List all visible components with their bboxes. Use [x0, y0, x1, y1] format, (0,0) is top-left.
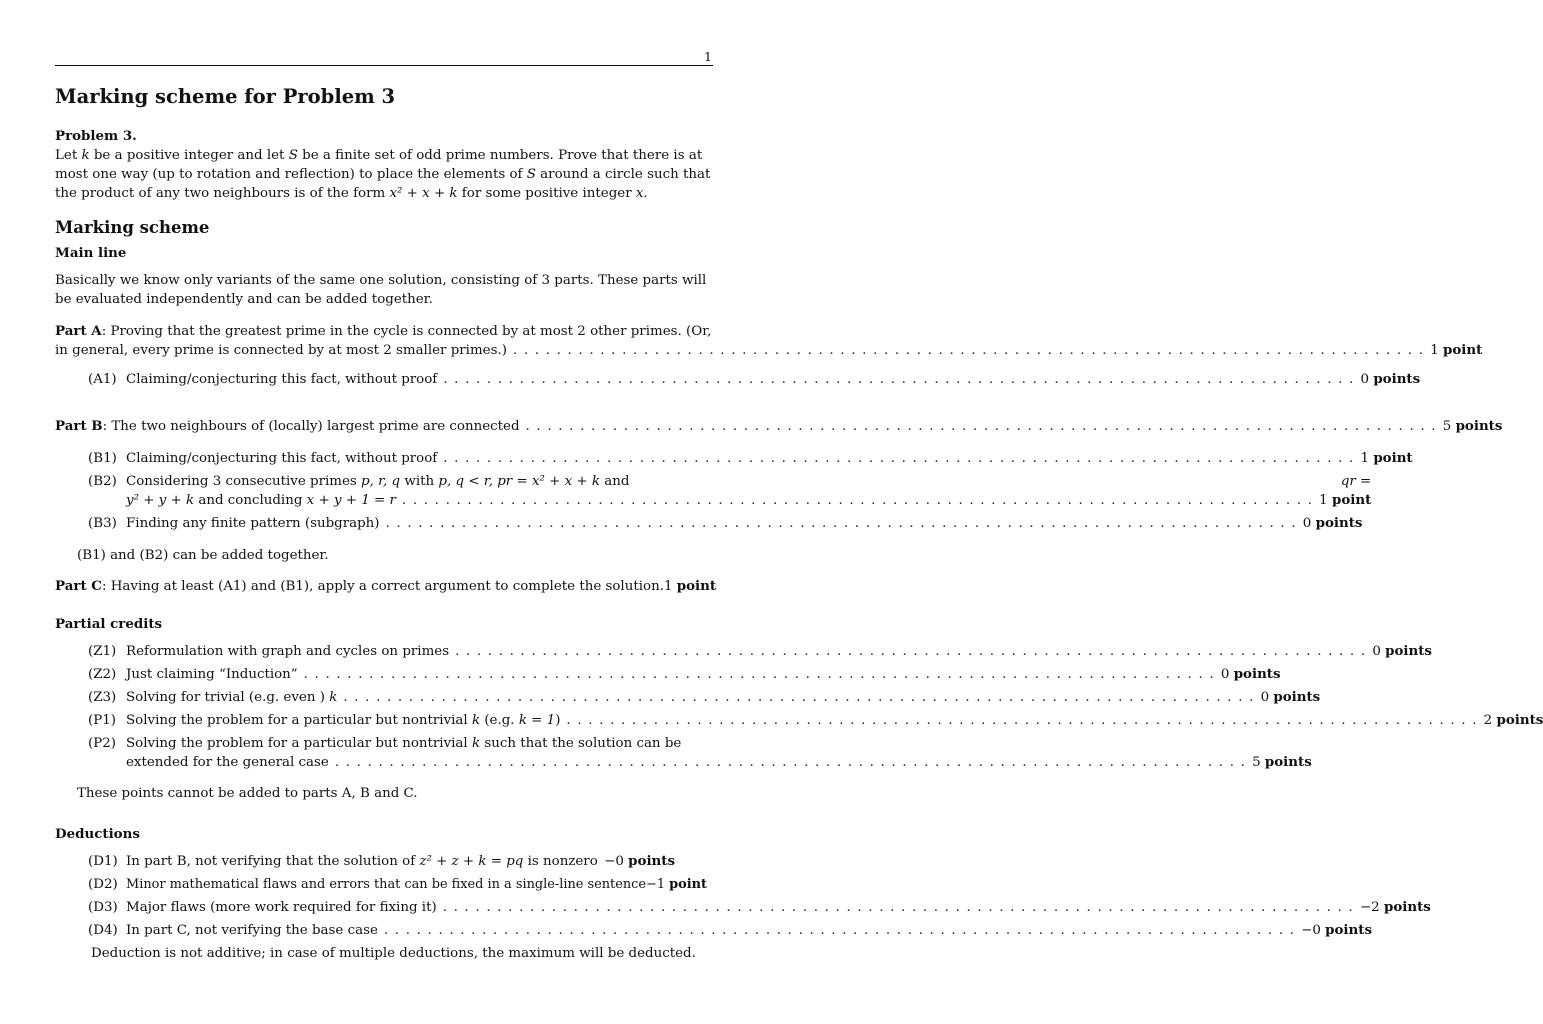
part-a-line-1: Part A: Proving that the greatest prime in the cycle is connected by at most 2 other primes. (Or, — [55, 323, 712, 339]
header-rule — [55, 65, 713, 66]
list-item-b2: (B2) Considering 3 consecutive primes p, r, q with p, q < r, pr = x² + x + k and qr = y² + y + k and concluding x + y + 1 = r . . . 1 point — [88, 472, 675, 510]
list-item-p1: (P1) Solving the problem for a particular but nontrivial k (e.g. k = 1) . . . 2 points — [88, 711, 675, 730]
problem-label: Problem 3. — [55, 128, 137, 144]
part-a-points: 1 point — [1430, 342, 1483, 358]
page-title: Marking scheme for Problem 3 — [55, 85, 396, 108]
list-item-d1: (D1) In part B, not verifying that the solution of z² + z + k = pq is nonzero −0 points — [88, 853, 675, 869]
part-a-line-2: in general, every prime is connected by at most 2 smaller primes.) . . . 1 point — [55, 341, 713, 360]
leader-dots — [513, 341, 1424, 360]
part-a-label: Part A — [55, 323, 102, 339]
list-item-d3: (D3) Major flaws (more work required for fixing it) . . . −2 points — [88, 898, 675, 917]
problem-statement — [55, 127, 713, 203]
part-b-label: Part B — [55, 418, 103, 434]
list-item-a1: (A1) Claiming/conjecturing this fact, without proof . . . 0 points — [88, 370, 675, 389]
list-item-b1: (B1) Claiming/conjecturing this fact, without proof . . . 1 point — [88, 449, 675, 468]
deductions-heading: Deductions — [55, 826, 140, 842]
part-b-note: (B1) and (B2) can be added together. — [77, 548, 329, 563]
part-b-points: 5 points — [1442, 418, 1503, 434]
part-c: Part C: Having at least (A1) and (B1), apply a correct argument to complete the solution. 1 point — [55, 578, 717, 594]
document-body — [55, 84, 1543, 963]
list-item-z2: (Z2) Just claiming “Induction” . . . 0 points — [88, 665, 675, 684]
part-c-label: Part C — [55, 578, 102, 594]
part-a — [55, 322, 1483, 360]
list-item-d4: (D4) In part C, not verifying the base case . . . −0 points — [88, 921, 675, 940]
partial-credits-heading: Partial credits — [55, 616, 163, 632]
problem-text: Let k be a positive integer and let S be a finite set of odd prime numbers. Prove that there is at most one way (up to rotation and reflection) to place the elements of S around a circle such that the product of any two neighbours is of the form x² + x + k for some positive integer x. — [55, 148, 711, 201]
marking-scheme-heading: Marking scheme — [55, 218, 210, 237]
list-item-p2: (P2) Solving the problem for a particular but nontrivial k such that the solution can be extended for the general case . . . 5 points — [88, 734, 675, 772]
part-b: Part B: The two neighbours of (locally) largest prime are connected . . . 5 points — [55, 417, 713, 436]
list-item-b3: (B3) Finding any finite pattern (subgraph) . . . 0 points — [88, 514, 675, 533]
page-number: 1 — [704, 49, 712, 64]
main-line-intro: Basically we know only variants of the same one solution, consisting of 3 parts. These parts will be evaluated independently and can be added together. — [55, 273, 707, 307]
list-item-z1: (Z1) Reformulation with graph and cycles on primes . . . 0 points — [88, 642, 675, 661]
list-item-d2: (D2) Minor mathematical flaws and errors that can be fixed in a single-line sentence −1 point — [88, 877, 707, 892]
partial-credits-note: These points cannot be added to parts A, B and C. — [77, 786, 418, 801]
part-c-points: 1 point — [663, 578, 717, 594]
list-item-z3: (Z3) Solving for trivial (e.g. even ) k . . . 0 points — [88, 688, 675, 707]
main-line-heading: Main line — [55, 245, 127, 261]
deductions-note: Deduction is not additive; in case of multiple deductions, the maximum will be deducted. — [91, 946, 696, 961]
